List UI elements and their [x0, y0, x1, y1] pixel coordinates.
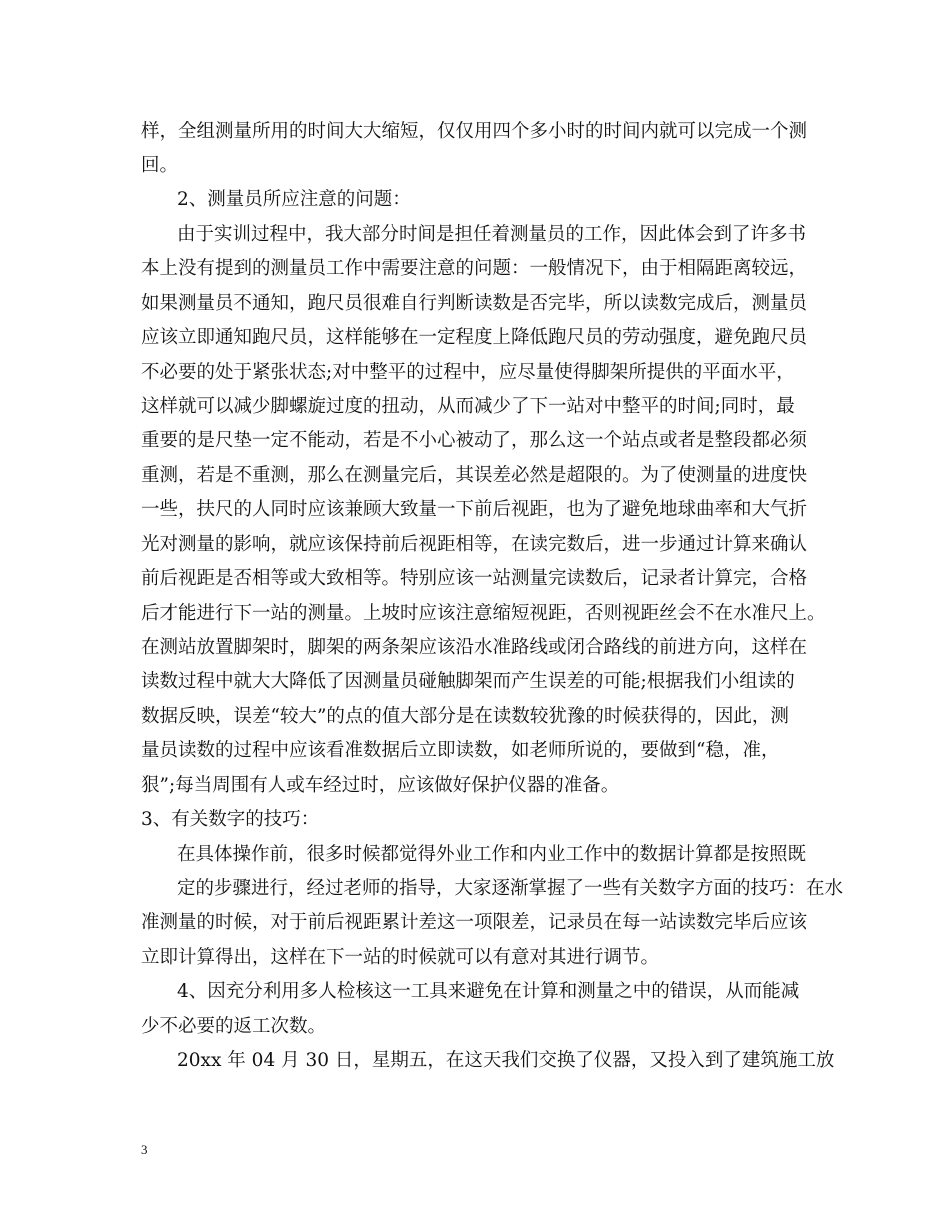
text-line: 前后视距是否相等或大致相等。特别应该一站测量完读数后，记录者计算完，合格 — [141, 568, 808, 589]
text-line: 立即计算得出，这样在下一站的时候就可以有意对其进行调节。 — [141, 947, 660, 968]
page-number: 3 — [141, 1142, 148, 1157]
text-line: 本上没有提到的测量员工作中需要注意的问题：一般情况下，由于相隔距离较远， — [141, 258, 808, 279]
text-line: 一些，扶尺的人同时应该兼顾大致量一下前后视距，也为了避免地球曲率和大气折 — [141, 499, 808, 520]
text-line: 如果测量员不通知，跑尺员很难自行判断读数是否完毕，所以读数完成后，测量员 — [141, 293, 808, 314]
text-line: 回。 — [141, 155, 179, 176]
text-line: 后才能进行下一站的测量。上坡时应该注意缩短视距，否则视距丝会不在水准尺上。 — [141, 603, 826, 624]
text-line: 3、有关数字的技巧： — [141, 809, 320, 830]
text-line: 重测，若是不重测，那么在测量完后，其误差必然是超限的。为了使测量的进度快 — [141, 465, 808, 486]
section-heading: 在具体操作前，很多时候都觉得外业工作和内业工作中的数据计算都是按照既 — [177, 844, 807, 865]
text-line: 重要的是尺垫一定不能动，若是不小心被动了，那么这一个站点或者是整段都必须 — [141, 430, 808, 451]
text-line: 量员读数的过程中应该看准数据后立即读数，如老师所说的，要做到“稳，准， — [141, 740, 780, 761]
text-line: 准测量的时候，对于前后视距累计差这一项限差，记录员在每一站读数完毕后应该 — [141, 912, 808, 933]
text-line: 定的步骤进行，经过老师的指导，大家逐渐掌握了一些有关数字方面的技巧：在水 — [177, 878, 844, 899]
text-line: 样，全组测量所用的时间大大缩短，仅仅用四个多小时的时间内就可以完成一个测 — [141, 121, 808, 142]
text-line: 由于实训过程中，我大部分时间是担任着测量员的工作，因此体会到了许多书 — [177, 224, 807, 245]
text-line: 不必要的处于紧张状态;对中整平的过程中，应尽量使得脚架所提供的平面水平， — [141, 362, 795, 383]
text-line: 数据反映，误差“较大”的点的值大部分是在读数较犹豫的时候获得的，因此，测 — [141, 706, 789, 727]
section-heading: 2、测量员所应注意的问题： — [177, 189, 411, 210]
text-line: 少不必要的返工次数。 — [141, 1016, 327, 1037]
text-line: 应该立即通知跑尺员，这样能够在一定程度上降低跑尺员的劳动强度，避免跑尺员 — [141, 327, 808, 348]
text-line: 这样就可以减少脚螺旋过度的扭动，从而减少了下一站对中整平的时间;同时，最 — [141, 396, 795, 417]
text-line: 读数过程中就大大降低了因测量员碰触脚架而产生误差的可能;根据我们小组读的 — [141, 671, 795, 692]
text-line: 狠”;每当周围有人或车经过时，应该做好保护仪器的准备。 — [141, 775, 620, 796]
section-heading: 4、因充分利用多人检核这一工具来避免在计算和测量之中的错误，从而能减 — [177, 981, 800, 1002]
text-line: 在测站放置脚架时，脚架的两条架应该沿水准路线或闭合路线的前进方向，这样在 — [141, 637, 808, 658]
text-line: 光对测量的影响，就应该保持前后视距相等，在读完数后，进一步通过计算来确认 — [141, 534, 808, 555]
text-line: 20xx 年 04 月 30 日，星期五，在这天我们交换了仪器，又投入到了建筑施工放 — [177, 1050, 835, 1071]
